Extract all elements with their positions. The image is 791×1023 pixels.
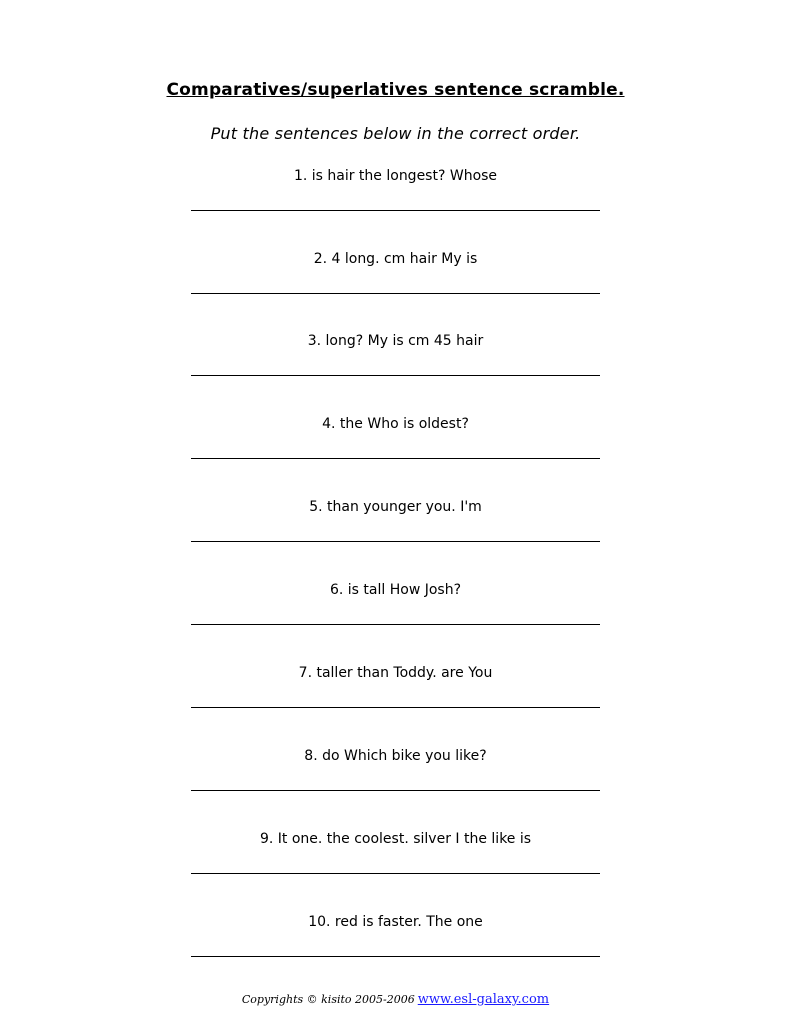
item-number: 1. <box>293 168 308 184</box>
scrambled-sentence <box>0 332 791 350</box>
item-number: 9. <box>259 831 274 847</box>
item-text: the Who is oldest? <box>339 416 469 432</box>
item-number: 2. <box>313 251 328 267</box>
item-number: 8. <box>304 748 318 764</box>
instructions: Put the sentences below in the correct order. <box>210 124 581 143</box>
website-link[interactable]: www.esl-galaxy.com <box>417 992 550 1007</box>
item-number: 10. <box>308 914 331 930</box>
answer-line[interactable] <box>191 210 600 211</box>
scrambled-sentence <box>0 664 791 682</box>
scrambled-sentence <box>0 830 791 848</box>
item-text: It one. the coolest. silver I the like is <box>277 831 532 847</box>
answer-line[interactable] <box>191 293 600 294</box>
answer-line[interactable] <box>191 624 600 625</box>
item-text: than younger you. I'm <box>327 499 482 515</box>
copyright-text: Copyrights © kisito 2005-2006 <box>241 993 415 1006</box>
answer-line[interactable] <box>191 956 600 957</box>
item-number: 7. <box>298 665 313 681</box>
item-text: taller than Toddy. are You <box>316 665 493 681</box>
answer-line[interactable] <box>191 790 600 791</box>
item-number: 3. <box>307 333 322 349</box>
item-number: 6. <box>329 582 344 598</box>
scrambled-sentence <box>0 747 791 765</box>
item-number: 5. <box>309 499 323 515</box>
worksheet-title: Comparatives/superlatives sentence scramble. <box>166 80 625 100</box>
item-number: 4. <box>322 416 336 432</box>
scrambled-sentence <box>0 167 791 185</box>
item-text: 4 long. cm hair My is <box>331 251 478 267</box>
scrambled-sentence <box>0 913 791 931</box>
answer-line[interactable] <box>191 707 600 708</box>
answer-line[interactable] <box>191 458 600 459</box>
scrambled-sentence <box>0 250 791 268</box>
answer-line[interactable] <box>191 375 600 376</box>
answer-line[interactable] <box>191 541 600 542</box>
scrambled-sentence <box>0 581 791 599</box>
item-text: long? My is cm 45 hair <box>325 333 484 349</box>
item-text: is tall How Josh? <box>347 582 462 598</box>
item-text: do Which bike you like? <box>322 748 487 764</box>
item-text: is hair the longest? Whose <box>311 168 498 184</box>
item-text: red is faster. The one <box>334 914 483 930</box>
scrambled-sentence <box>0 498 791 516</box>
scrambled-sentence <box>0 415 791 433</box>
footer <box>0 992 791 1007</box>
answer-line[interactable] <box>191 873 600 874</box>
